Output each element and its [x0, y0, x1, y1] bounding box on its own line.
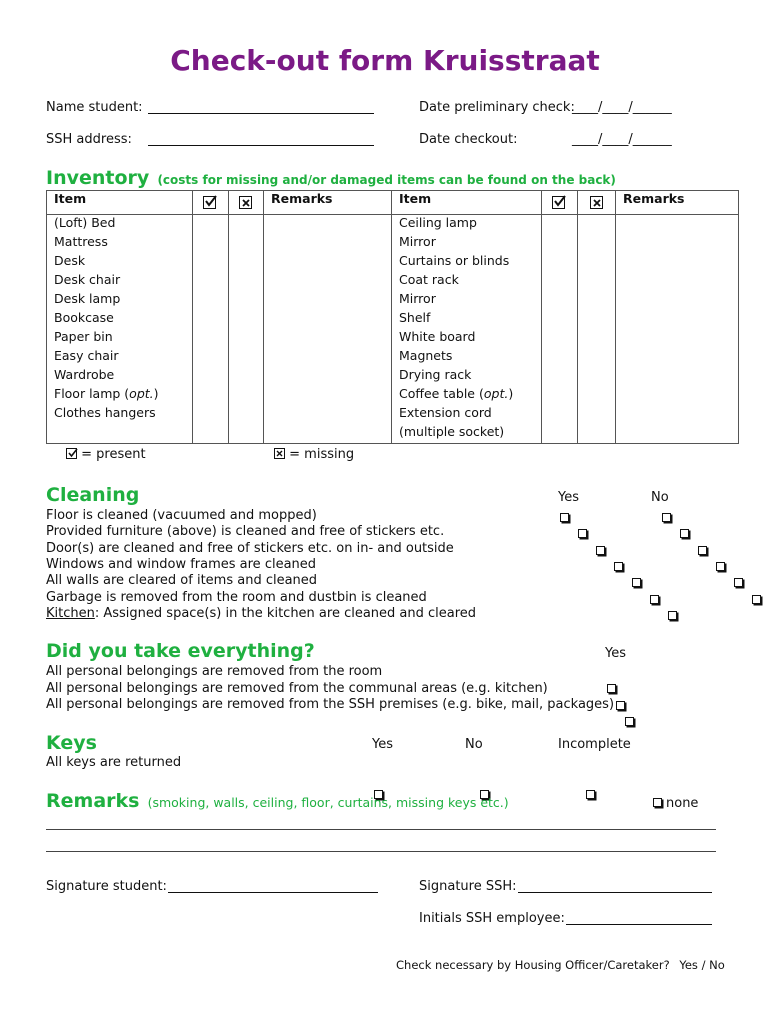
present-cell-right[interactable] [542, 215, 578, 235]
everything-yes-label: Yes [605, 646, 626, 661]
present-cell-left[interactable] [193, 253, 229, 272]
cleaning-yes-checkbox[interactable] [596, 546, 605, 555]
inventory-item-right: Shelf [392, 310, 542, 329]
inventory-table [46, 190, 739, 444]
cleaning-no-checkbox[interactable] [734, 578, 743, 587]
remarks-none [653, 796, 698, 811]
present-cell-left[interactable] [193, 405, 229, 424]
cleaning-yes-label: Yes [558, 490, 579, 505]
inventory-item-right: Ceiling lamp [392, 215, 542, 235]
present-cell-left[interactable] [193, 215, 229, 235]
legend-present-label: = present [81, 447, 146, 462]
inventory-item-left [47, 424, 193, 444]
inventory-item-right: (multiple socket) [392, 424, 542, 444]
everything-yes-checkbox[interactable] [616, 701, 625, 710]
inventory-item-left: Wardrobe [47, 367, 193, 386]
signature-student-label: Signature student: [46, 879, 167, 894]
everything-item: All personal belongings are removed from the room [46, 664, 383, 679]
cleaning-yes-checkbox[interactable] [650, 595, 659, 604]
missing-cell-right[interactable] [578, 348, 616, 367]
everything-item: All personal belongings are removed from the SSH premises (e.g. bike, mail, packages) [46, 697, 615, 712]
remarks-cell-left[interactable] [264, 386, 392, 405]
remarks-none-checkbox[interactable] [653, 798, 662, 807]
table-row [47, 215, 739, 235]
remarks-cell-left[interactable] [264, 272, 392, 291]
missing-cell-left[interactable] [229, 291, 264, 310]
remarks-cell-left[interactable] [264, 424, 392, 444]
crossed-box-icon [239, 196, 252, 209]
inventory-note: (costs for missing and/or damaged items can be found on the back) [157, 173, 616, 187]
remarks-line-2[interactable] [46, 851, 716, 852]
remarks-none-label: none [666, 796, 699, 811]
cleaning-item: Windows and window frames are cleaned [46, 556, 317, 572]
cleaning-yes-checkbox[interactable] [668, 611, 677, 620]
legend-missing [274, 447, 354, 462]
cleaning-no-checkbox[interactable] [662, 513, 671, 522]
missing-cell-right[interactable] [578, 253, 616, 272]
cleaning-item: Garbage is removed from the room and dustbin is cleaned [46, 589, 427, 605]
present-cell-right[interactable] [542, 386, 578, 405]
missing-cell-left[interactable] [229, 215, 264, 235]
ssh-address-field[interactable] [148, 133, 374, 146]
remarks-cell-right[interactable] [616, 367, 739, 386]
present-cell-right[interactable] [542, 253, 578, 272]
ssh-address-label: SSH address: [46, 132, 132, 147]
cleaning-item [46, 606, 476, 621]
remarks-heading-row [46, 790, 509, 812]
inventory-item-left: Easy chair [47, 348, 193, 367]
present-cell-left[interactable] [193, 310, 229, 329]
remarks-cell-left[interactable] [264, 348, 392, 367]
inventory-item-right: Curtains or blinds [392, 253, 542, 272]
present-cell-left[interactable] [193, 329, 229, 348]
missing-cell-right[interactable] [578, 329, 616, 348]
inventory-item-right: Drying rack [392, 367, 542, 386]
initials-label: Initials SSH employee: [419, 911, 565, 926]
inventory-item-left: Desk chair [47, 272, 193, 291]
inventory-item-left: Paper bin [47, 329, 193, 348]
table-row [47, 253, 739, 272]
cleaning-yes-checkbox[interactable] [560, 513, 569, 522]
cleaning-no-checkbox[interactable] [716, 562, 725, 571]
remarks-cell-right[interactable] [616, 405, 739, 424]
inventory-item-right: Mirror [392, 291, 542, 310]
inventory-item-right: Extension cord [392, 405, 542, 424]
remarks-cell-right[interactable] [616, 234, 739, 253]
legend-present [66, 447, 146, 462]
remarks-cell-left[interactable] [264, 234, 392, 253]
signature-student-field[interactable] [168, 880, 378, 893]
checked-box-icon [552, 196, 565, 209]
table-row [47, 310, 739, 329]
col-remarks-left: Remarks [264, 191, 392, 215]
inventory-item-left: (Loft) Bed [47, 215, 193, 235]
remarks-cell-left[interactable] [264, 329, 392, 348]
missing-cell-left[interactable] [229, 310, 264, 329]
cleaning-no-checkbox[interactable] [680, 529, 689, 538]
everything-yes-checkbox[interactable] [607, 684, 616, 693]
missing-cell-left[interactable] [229, 234, 264, 253]
optional-marker: opt. [129, 386, 154, 401]
remarks-cell-right[interactable] [616, 310, 739, 329]
remarks-cell-right[interactable] [616, 215, 739, 235]
missing-cell-right[interactable] [578, 272, 616, 291]
remarks-heading: Remarks [46, 790, 140, 812]
remarks-cell-left[interactable] [264, 367, 392, 386]
remarks-cell-right[interactable] [616, 253, 739, 272]
footer-check [396, 958, 725, 972]
present-cell-left[interactable] [193, 348, 229, 367]
col-item-right: Item [392, 191, 542, 215]
missing-cell-right[interactable] [578, 310, 616, 329]
cleaning-item: Provided furniture (above) is cleaned and free of stickers etc. [46, 524, 445, 540]
missing-cell-right[interactable] [578, 215, 616, 235]
present-cell-right[interactable] [542, 348, 578, 367]
remarks-cell-left[interactable] [264, 291, 392, 310]
missing-cell-right[interactable] [578, 367, 616, 386]
cleaning-yes-checkbox[interactable] [632, 578, 641, 587]
inventory-item-right: White board [392, 329, 542, 348]
inventory-item-left: Desk [47, 253, 193, 272]
inventory-item-left: Desk lamp [47, 291, 193, 310]
cleaning-yes-checkbox[interactable] [578, 529, 587, 538]
table-row [47, 424, 739, 444]
missing-cell-left[interactable] [229, 329, 264, 348]
kitchen-text: : Assigned space(s) in the kitchen are cleaned and cleared [94, 605, 477, 621]
inventory-heading: Inventory [46, 167, 150, 189]
inventory-item-right: Mirror [392, 234, 542, 253]
missing-header-right [578, 191, 616, 215]
remarks-line-1[interactable] [46, 829, 716, 830]
page-title: Check-out form Kruisstraat [170, 44, 600, 77]
inventory-item-left: Clothes hangers [47, 405, 193, 424]
signature-ssh-field[interactable] [518, 880, 712, 893]
missing-cell-left[interactable] [229, 367, 264, 386]
keys-no-label: No [465, 737, 483, 752]
present-header-right [542, 191, 578, 215]
table-row [47, 272, 739, 291]
table-row [47, 329, 739, 348]
missing-cell-left[interactable] [229, 405, 264, 424]
table-row [47, 234, 739, 253]
table-row [47, 367, 739, 386]
present-cell-left[interactable] [193, 424, 229, 444]
remarks-cell-right[interactable] [616, 424, 739, 444]
remarks-cell-left[interactable] [264, 253, 392, 272]
remarks-cell-right[interactable] [616, 386, 739, 405]
missing-cell-left[interactable] [229, 272, 264, 291]
keys-incomplete-checkbox[interactable] [586, 790, 595, 799]
inventory-item-left: Floor lamp (opt.) [47, 386, 193, 405]
inventory-item-right: Coffee table (opt.) [392, 386, 542, 405]
keys-yes-label: Yes [372, 737, 393, 752]
remarks-cell-right[interactable] [616, 272, 739, 291]
missing-cell-left[interactable] [229, 253, 264, 272]
table-row [47, 386, 739, 405]
missing-cell-left[interactable] [229, 424, 264, 444]
present-cell-right[interactable] [542, 272, 578, 291]
cleaning-no-checkbox[interactable] [752, 595, 761, 604]
keys-incomplete-label: Incomplete [558, 737, 631, 752]
name-student-field[interactable] [148, 101, 374, 114]
checked-box-icon [203, 196, 216, 209]
present-cell-left[interactable] [193, 291, 229, 310]
footer-options[interactable]: Yes / No [679, 958, 725, 972]
remarks-cell-right[interactable] [616, 291, 739, 310]
prelim-date-label: Date preliminary check: [419, 100, 575, 115]
keys-item: All keys are returned [46, 755, 182, 770]
present-cell-right[interactable] [542, 291, 578, 310]
remarks-cell-right[interactable] [616, 348, 739, 367]
cleaning-yes-checkbox[interactable] [614, 562, 623, 571]
prelim-date-field[interactable]: ____/____/______ [572, 100, 672, 115]
everything-heading: Did you take everything? [46, 640, 315, 662]
present-cell-left[interactable] [193, 234, 229, 253]
cleaning-item: Floor is cleaned (vacuumed and mopped) [46, 508, 317, 523]
cleaning-item: All walls are cleared of items and cleaned [46, 573, 318, 589]
present-cell-left[interactable] [193, 272, 229, 291]
present-cell-left[interactable] [193, 367, 229, 386]
missing-cell-right[interactable] [578, 386, 616, 405]
crossed-box-icon [590, 196, 603, 209]
table-row [47, 405, 739, 424]
missing-cell-right[interactable] [578, 405, 616, 424]
checkout-date-field[interactable]: ____/____/______ [572, 132, 672, 147]
footer-check-label: Check necessary by Housing Officer/Caretaker? [396, 958, 670, 972]
present-cell-left[interactable] [193, 386, 229, 405]
legend-missing-label: = missing [289, 447, 355, 462]
cleaning-no-label: No [651, 490, 669, 505]
remarks-cell-left[interactable] [264, 215, 392, 235]
remarks-cell-right[interactable] [616, 329, 739, 348]
everything-item: All personal belongings are removed from the communal areas (e.g. kitchen) [46, 680, 548, 696]
inventory-item-left: Mattress [47, 234, 193, 253]
present-cell-right[interactable] [542, 367, 578, 386]
missing-cell-left[interactable] [229, 348, 264, 367]
initials-field[interactable] [566, 912, 712, 925]
present-cell-right[interactable] [542, 405, 578, 424]
missing-cell-right[interactable] [578, 234, 616, 253]
missing-cell-right[interactable] [578, 291, 616, 310]
inventory-item-right: Coat rack [392, 272, 542, 291]
present-header-left [193, 191, 229, 215]
present-cell-right[interactable] [542, 329, 578, 348]
missing-cell-left[interactable] [229, 386, 264, 405]
present-cell-right[interactable] [542, 234, 578, 253]
crossed-box-icon [274, 448, 285, 459]
inventory-item-left: Bookcase [47, 310, 193, 329]
signature-ssh-label: Signature SSH: [419, 879, 517, 894]
cleaning-item: Door(s) are cleaned and free of stickers etc. on in- and outside [46, 540, 454, 556]
table-row [47, 348, 739, 367]
present-cell-right[interactable] [542, 310, 578, 329]
everything-yes-checkbox[interactable] [625, 717, 634, 726]
cleaning-heading: Cleaning [46, 484, 140, 506]
remarks-cell-left[interactable] [264, 310, 392, 329]
col-remarks-right: Remarks [616, 191, 739, 215]
missing-header-left [229, 191, 264, 215]
missing-cell-right[interactable] [578, 424, 616, 444]
inventory-heading-row [46, 167, 616, 189]
inventory-item-right: Magnets [392, 348, 542, 367]
keys-heading: Keys [46, 732, 97, 754]
name-student-label: Name student: [46, 100, 143, 115]
checkout-date-label: Date checkout: [419, 132, 518, 147]
col-item-left: Item [47, 191, 193, 215]
cleaning-no-checkbox[interactable] [698, 546, 707, 555]
remarks-cell-left[interactable] [264, 405, 392, 424]
kitchen-label: Kitchen [46, 605, 95, 621]
table-row [47, 291, 739, 310]
remarks-note: (smoking, walls, ceiling, floor, curtains, missing keys etc.) [147, 795, 509, 810]
checked-box-icon [66, 448, 77, 459]
present-cell-right[interactable] [542, 424, 578, 444]
optional-marker: opt. [483, 386, 509, 401]
